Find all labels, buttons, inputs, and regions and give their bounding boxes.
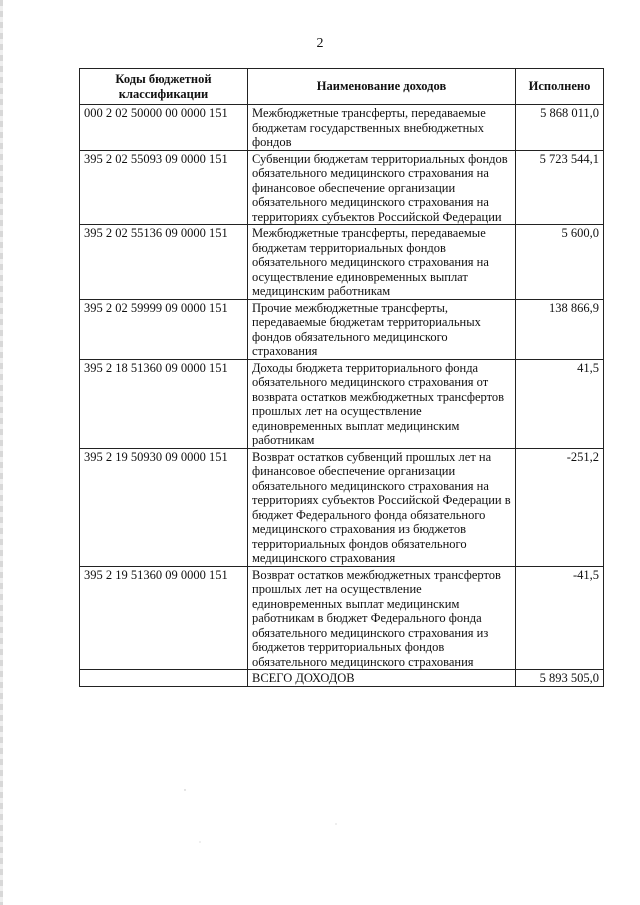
header-executed: Исполнено	[516, 69, 604, 105]
total-label: ВСЕГО ДОХОДОВ	[248, 670, 516, 687]
header-budget-code: Коды бюджетной классификации	[80, 69, 248, 105]
row-amount: -251,2	[516, 448, 604, 566]
row-amount: -41,5	[516, 566, 604, 670]
row-name: Прочие межбюджетные трансферты, передаваемые бюджетам территориальных фондов обязательного медицинского страхования	[248, 299, 516, 359]
row-amount: 138 866,9	[516, 299, 604, 359]
row-name: Доходы бюджета территориального фонда обязательного медицинского страхования от возврата остатков межбюджетных трансфертов прошлых лет на осуществление единовременных выплат медицинским работникам	[248, 359, 516, 448]
row-amount: 5 600,0	[516, 225, 604, 300]
row-amount: 41,5	[516, 359, 604, 448]
row-name: Возврат остатков субвенций прошлых лет на финансовое обеспечение организации обязательного медицинского страхования на территориях субъектов Российской Федерации в бюджет Федерального фонда обязательного медицинского страхования из бюджетов территориальных фондов обязательного медицинского страхования	[248, 448, 516, 566]
row-code: 395 2 02 55136 09 0000 151	[80, 225, 248, 300]
row-amount: 5 723 544,1	[516, 150, 604, 225]
row-name: Межбюджетные трансферты, передаваемые бюджетам государственных внебюджетных фондов	[248, 105, 516, 151]
row-code: 395 2 02 59999 09 0000 151	[80, 299, 248, 359]
row-code: 395 2 02 55093 09 0000 151	[80, 150, 248, 225]
row-name: Межбюджетные трансферты, передаваемые бюджетам территориальных фондов обязательного медицинского страхования на осуществление единовременных выплат медицинским работникам	[248, 225, 516, 300]
row-name: Возврат остатков межбюджетных трансфертов прошлых лет на осуществление единовременных выплат медицинским работникам в бюджет Федерального фонда обязательного медицинского страхования из бюджетов территориальных фондов обязательного медицинского страхования	[248, 566, 516, 670]
row-code: 395 2 18 51360 09 0000 151	[80, 359, 248, 448]
row-amount: 5 868 011,0	[516, 105, 604, 151]
row-code: 000 2 02 50000 00 0000 151	[80, 105, 248, 151]
total-amount: 5 893 505,0	[516, 670, 604, 687]
row-code: 395 2 19 50930 09 0000 151	[80, 448, 248, 566]
header-income-name: Наименование доходов	[248, 69, 516, 105]
page-number: 2	[316, 36, 324, 51]
row-name: Субвенции бюджетам территориальных фондов обязательного медицинского страхования на финансовое обеспечение организации обязательного медицинского страхования на территориях субъектов Российской Федерации	[248, 150, 516, 225]
row-code: 395 2 19 51360 09 0000 151	[80, 566, 248, 670]
